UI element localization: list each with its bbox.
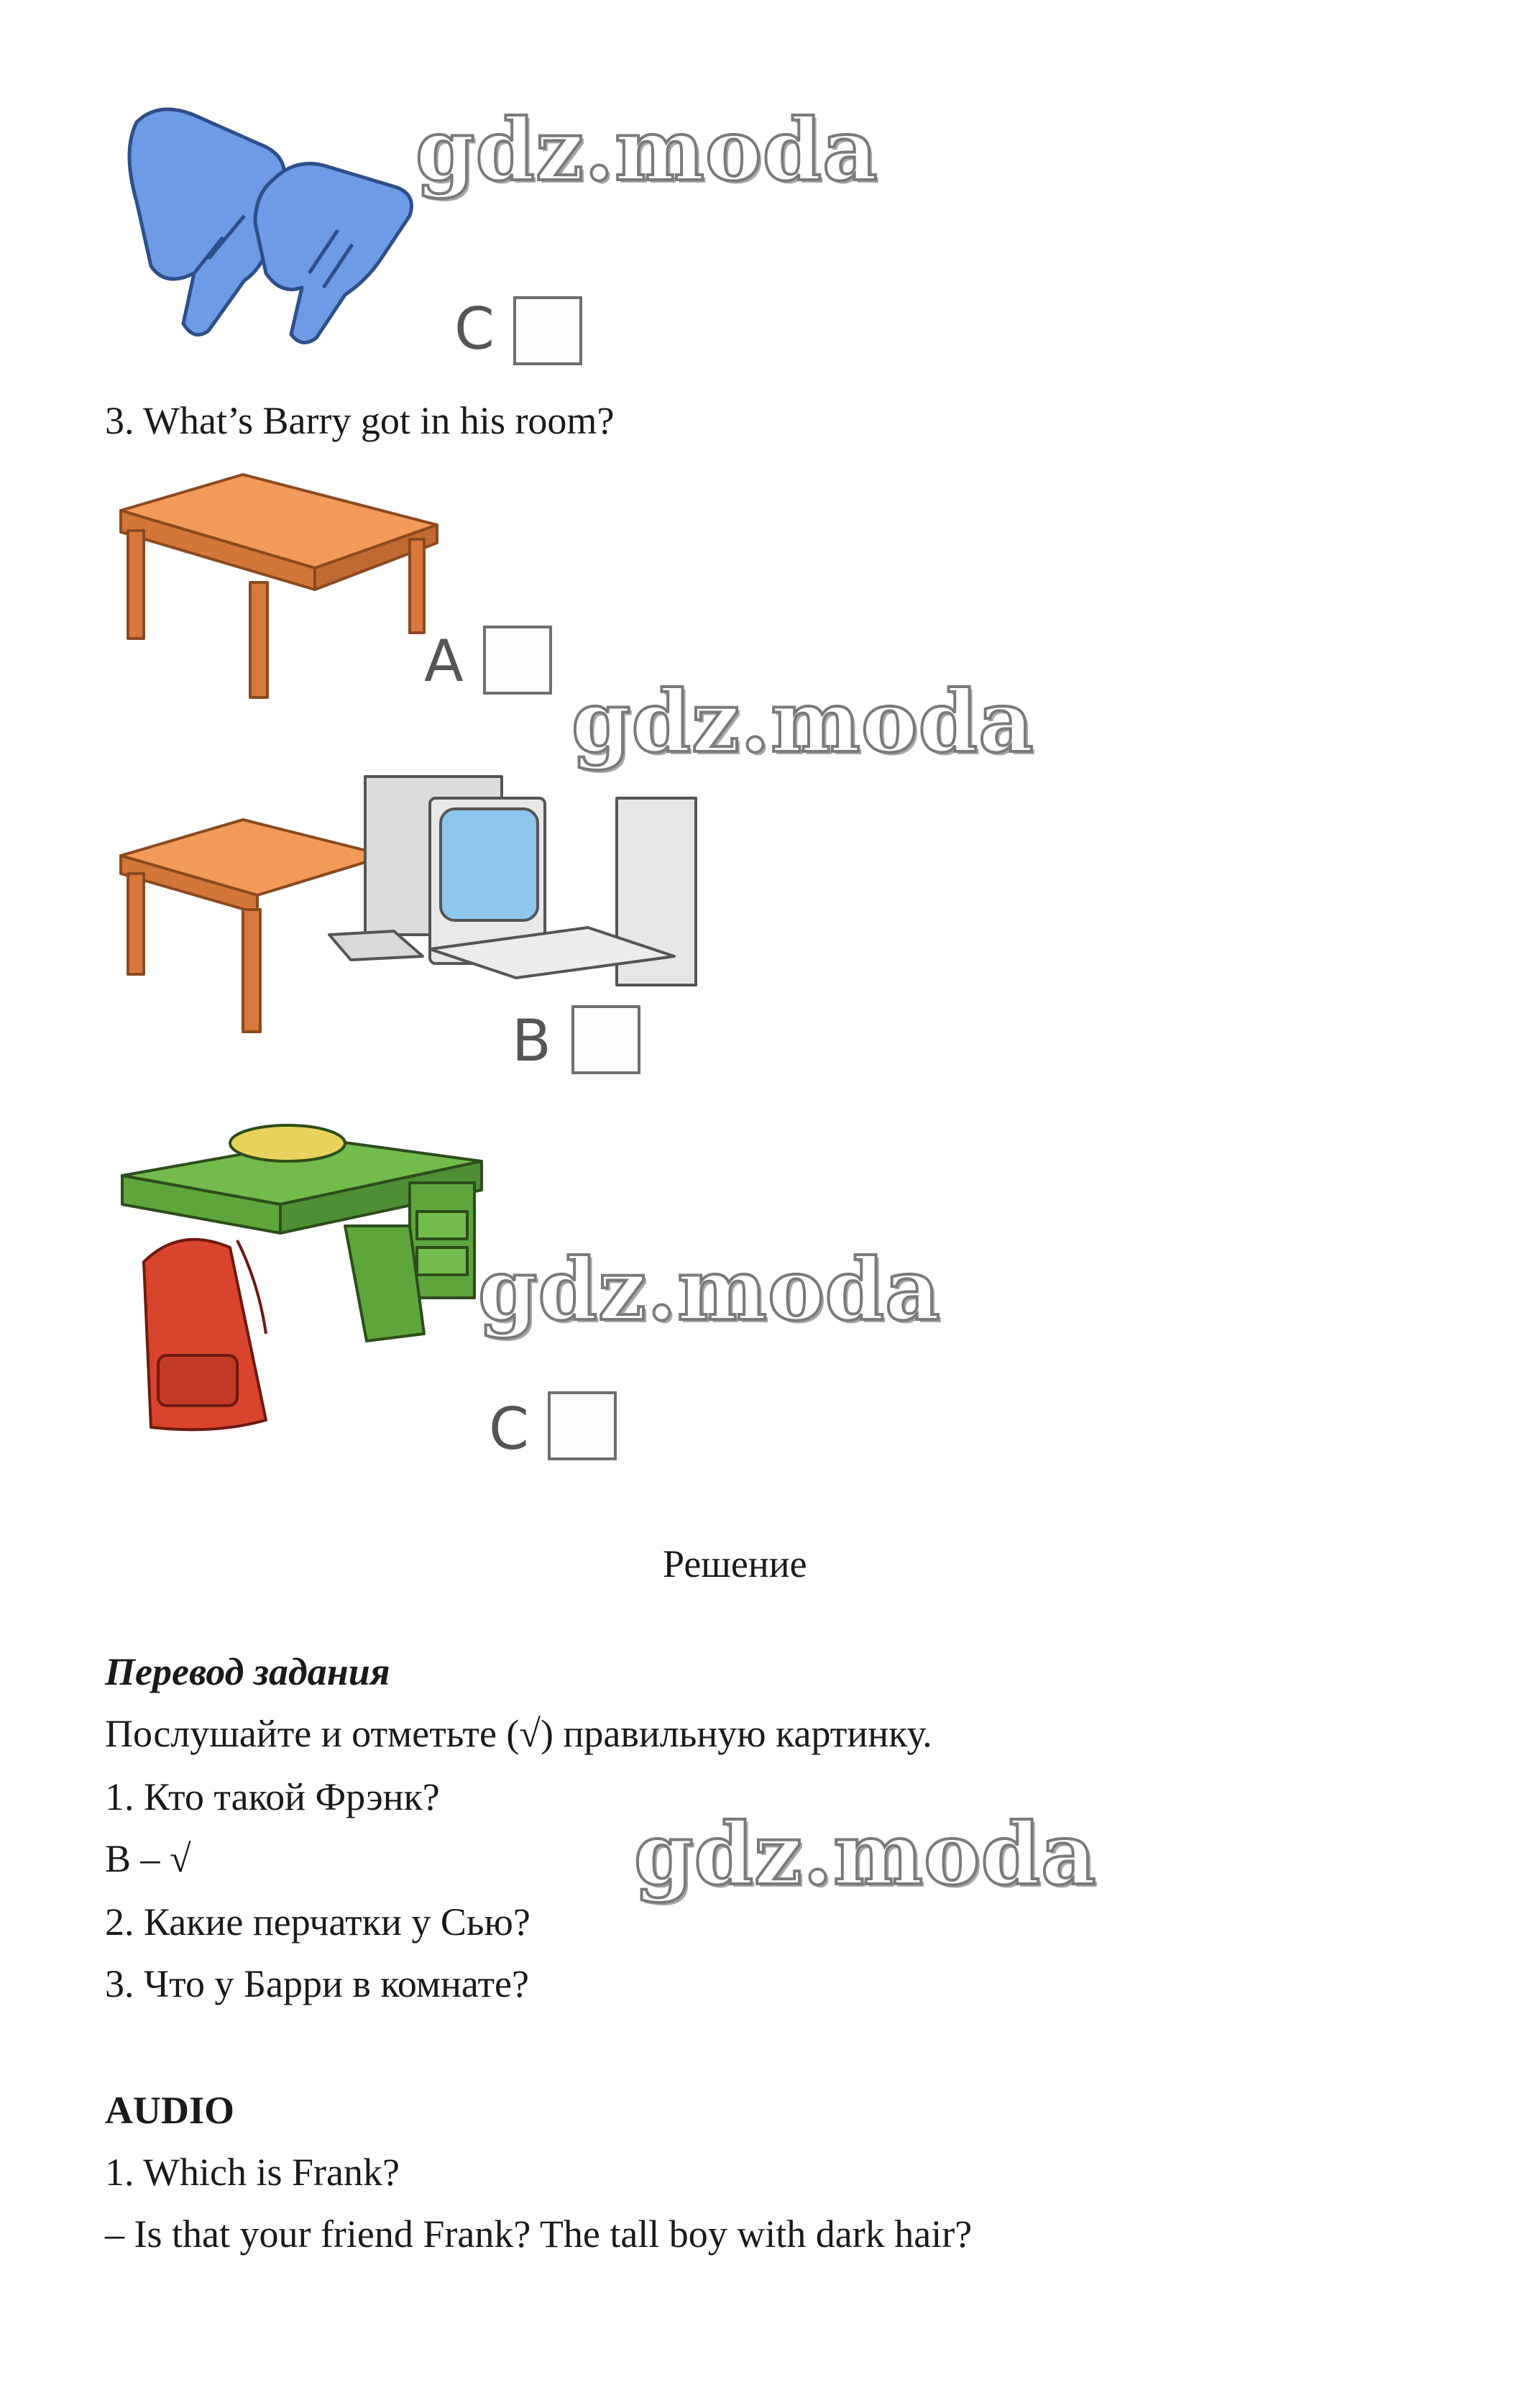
desk-with-backpack-icon xyxy=(108,1118,496,1449)
translation-line: 3. Что у Барри в комнате? xyxy=(105,1962,529,2005)
table-icon xyxy=(114,467,444,705)
translation-line: 2. Какие перчатки у Сью? xyxy=(105,1900,530,1944)
answer-line: B – √ xyxy=(105,1837,191,1880)
translation-line: Послушайте и отметьте (√) правильную картинку. xyxy=(105,1712,932,1755)
option-a-label: A xyxy=(424,628,464,695)
option-c-label: C xyxy=(489,1396,529,1462)
audio-title: AUDIO xyxy=(105,2089,235,2132)
audio-line: 1. Which is Frank? xyxy=(105,2151,400,2194)
audio-line: – Is that your friend Frank? The tall boy with dark hair? xyxy=(105,2212,973,2256)
option-b-label: B xyxy=(512,1007,551,1074)
watermark: gdz.moda xyxy=(634,1804,1097,1904)
translation-title: Перевод задания xyxy=(105,1650,390,1693)
option-a-checkbox[interactable] xyxy=(483,626,552,695)
gloves-icon xyxy=(108,93,424,345)
watermark: gdz.moda xyxy=(571,672,1034,772)
computer-on-table-icon xyxy=(114,741,703,1043)
translation-line: 1. Кто такой Фрэнк? xyxy=(105,1775,440,1818)
option-c-checkbox[interactable] xyxy=(513,296,582,365)
watermark: gdz.moda xyxy=(478,1240,941,1340)
solution-heading: Решение xyxy=(663,1542,807,1585)
option-c-label: C xyxy=(454,296,495,362)
watermark: gdz.moda xyxy=(415,100,878,200)
option-c-checkbox[interactable] xyxy=(548,1391,617,1460)
option-b-checkbox[interactable] xyxy=(571,1005,640,1074)
question-3-text: 3. What’s Barry got in his room? xyxy=(105,399,615,442)
